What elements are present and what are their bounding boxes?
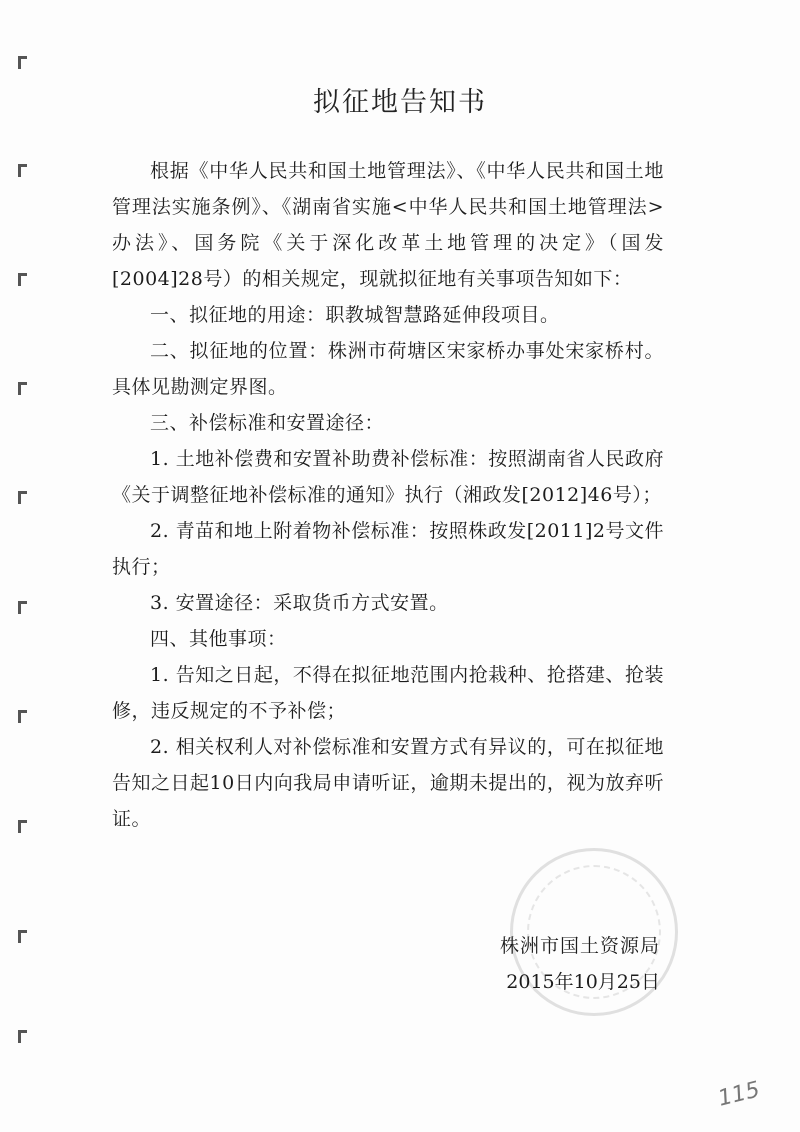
binding-mark	[18, 820, 27, 833]
item-location: 二、拟征地的位置：株洲市荷塘区宋家桥办事处宋家桥村。具体见勘测定界图。	[112, 340, 664, 398]
intro-paragraph: 根据《中华人民共和国土地管理法》、《中华人民共和国土地管理法实施条例》、《湖南省实施<中华人民共和国土地管理法>办法》、国务院《关于深化改革土地管理的决定》（国发[2004]28号）的相关规定，现就拟征地有关事项告知如下：	[112, 160, 664, 290]
binding-mark	[18, 164, 27, 177]
issue-date: 2015年10月25日	[506, 971, 660, 993]
document-title: 拟征地告知书	[313, 87, 487, 118]
item-other-heading: 四、其他事项：	[150, 628, 287, 650]
compensation-land: 1. 土地补偿费和安置补助费补偿标准：按照湖南省人民政府《关于调整征地补偿标准的通知》执行（湘政发[2012]46号）；	[112, 448, 664, 506]
binding-mark	[18, 56, 27, 69]
binding-mark	[18, 382, 27, 395]
item-compensation-heading: 三、补偿标准和安置途径：	[150, 412, 385, 434]
compensation-crops: 2. 青苗和地上附着物补偿标准：按照株政发[2011]2号文件执行；	[112, 520, 664, 578]
issuing-organization: 株洲市国土资源局	[499, 935, 660, 957]
handwritten-page-number: 115	[715, 1077, 763, 1112]
other-hearing: 2. 相关权利人对补偿标准和安置方式有异议的，可在拟征地告知之日起10日内向我局申请听证，逾期未提出的，视为放弃听证。	[112, 736, 664, 830]
signature-block	[500, 928, 660, 1000]
document-body	[112, 153, 664, 837]
compensation-resettlement: 3. 安置途径：采取货币方式安置。	[150, 592, 449, 614]
binding-mark	[18, 273, 27, 286]
item-purpose: 一、拟征地的用途：职教城智慧路延伸段项目。	[150, 304, 560, 326]
binding-mark	[18, 601, 27, 614]
binding-mark	[18, 710, 27, 723]
binding-mark	[18, 491, 27, 504]
binding-holes	[18, 0, 30, 1132]
binding-mark	[18, 1030, 27, 1043]
binding-mark	[18, 930, 27, 943]
other-restriction: 1. 告知之日起，不得在拟征地范围内抢栽种、抢搭建、抢装修，违反规定的不予补偿；	[112, 664, 664, 722]
